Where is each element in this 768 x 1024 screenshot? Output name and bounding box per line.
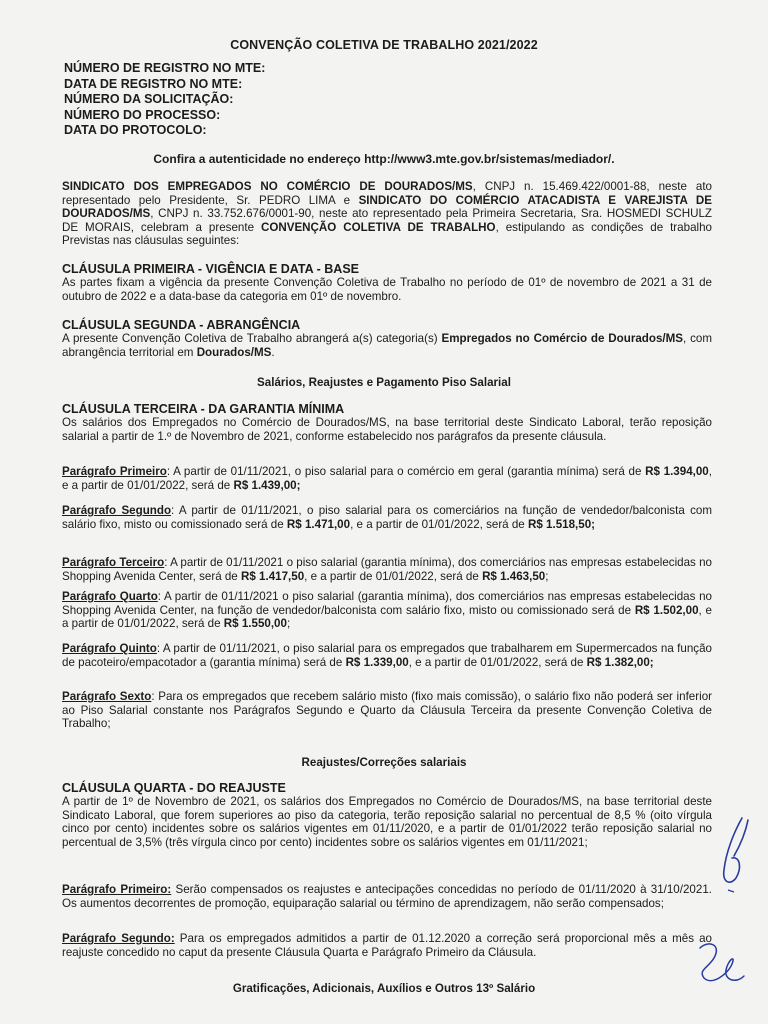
clause-3-paragraph-3 xyxy=(62,556,712,583)
paragraph-label: Parágrafo Primeiro xyxy=(62,465,167,478)
paragraph-text: , e a partir de 01/01/2022, será de xyxy=(350,517,528,531)
authenticity-notice: Confira a autenticidade no endereço http://www3.mte.gov.br/sistemas/mediador/. xyxy=(153,152,615,166)
handwritten-initials-1 xyxy=(712,812,760,902)
clause-3-paragraph-5 xyxy=(62,642,712,669)
intro-paragraph xyxy=(62,180,712,248)
document-title: CONVENÇÃO COLETIVA DE TRABALHO 2021/2022 xyxy=(230,38,538,52)
salary-value: R$ 1.417,50 xyxy=(240,569,305,583)
clause-2-heading: CLÁUSULA SEGUNDA - ABRANGÊNCIA xyxy=(62,318,301,332)
paragraph-label: Parágrafo Segundo: xyxy=(62,932,175,945)
intro-text-2: , CNPJ n. 33.752.676/0001-90, neste ato representado pela Primeira Secretaria, Sra. HOSMEDI SCHULZ DE MORAIS, celebram a presente xyxy=(62,207,712,234)
process-number-label: NÚMERO DO PROCESSO: xyxy=(64,107,221,122)
paragraph-text: ; xyxy=(286,617,291,631)
salary-value: R$ 1.518,50; xyxy=(527,517,596,531)
salary-value: R$ 1.502,00 xyxy=(634,603,699,617)
clause-1-text: As partes fixam a vigência da presente Convenção Coletiva de Trabalho no período de 01º de novembro de 2021 a 31 de outubro de 2022 e a data-base da categoria em 01º de novembro. xyxy=(62,276,712,303)
paragraph-label: Parágrafo Quinto xyxy=(62,642,157,655)
clause-1 xyxy=(62,262,712,303)
clause-2-text-a: A presente Convenção Coletiva de Trabalho abrangerá a(s) categoria(s) xyxy=(62,332,442,345)
protocol-date-label: DATA DO PROTOCOLO: xyxy=(64,123,207,137)
convention-name: CONVENÇÃO COLETIVA DE TRABALHO xyxy=(260,220,496,234)
section-title-adjustments: Reajustes/Correções salariais xyxy=(301,756,467,769)
clause-2-territory: Dourados/MS xyxy=(196,345,272,359)
paragraph-label: Parágrafo Sexto xyxy=(62,690,152,703)
clause-2-category: Empregados no Comércio de Dourados/MS xyxy=(441,332,684,345)
registry-date-label: DATA DE REGISTRO NO MTE: xyxy=(64,76,243,91)
paragraph-text: Para os empregados admitidos a partir de 01.12.2020 a correção será proporcional mês a mês ao reajuste concedido no caput da presente Cláusula Quarta e Parágrafo Primeiro da Cláusula. xyxy=(62,932,712,959)
clause-4-text: A partir de 1º de Novembro de 2021, os salários dos Empregados no Comércio de Dourados/MS, na base territorial deste Sindicato Laboral, que forem superiores ao piso da categoria, terão reposição salarial no percentual de 8,5 % (oito vírgula cinco por cento) incidentes sobre os salários vigentes em 01/11/2020, e a partir de 01/01/2022 terão reposição salarial no percentual de 3,5% (três vírgula cinco por cento) incidentes sobre os salários vigentes em 01/11/2021; xyxy=(62,795,712,849)
paragraph-text: : A partir de 01/11/2021, o piso salarial para o comércio em geral (garantia mínima) será de xyxy=(166,465,646,478)
paragraph-label: Parágrafo Primeiro: xyxy=(62,883,172,896)
clause-3-paragraph-6 xyxy=(62,690,712,731)
paragraph-text: , e a partir de 01/01/2022, será de xyxy=(408,655,587,669)
paragraph-text: : A partir de 01/11/2021 o piso salarial (garantia mínima), dos comerciários nas empresas estabelecidas no Shopping Avenida Center, será de xyxy=(62,556,712,583)
salary-value: R$ 1.463,50 xyxy=(482,569,546,583)
registry-number-label: NÚMERO DE REGISTRO NO MTE: xyxy=(64,61,266,75)
paragraph-text: : Para os empregados que recebem salário misto (fixo mais comissão), o salário fixo não poderá ser inferior ao Piso Salarial constante nos Parágrafos Segundo e Quarto da Cláusula Terceira da presente Convenção Coletiva de Trabalho; xyxy=(62,690,712,731)
registry-block xyxy=(64,61,265,139)
clause-3-paragraph-2 xyxy=(62,504,712,531)
clause-2 xyxy=(62,318,712,359)
salary-value: R$ 1.439,00; xyxy=(233,478,301,492)
salary-value: R$ 1.339,00 xyxy=(345,655,409,669)
clause-3-paragraph-4 xyxy=(62,590,712,631)
clause-4-paragraph-2 xyxy=(62,932,712,959)
clause-1-heading: CLÁUSULA PRIMEIRA - VIGÊNCIA E DATA - BASE xyxy=(62,262,359,276)
paragraph-text: : A partir de 01/11/2021 o piso salarial (garantia mínima), dos comerciários nas empresas estabelecidas no Shopping Avenida Center, na função de vendedor/balconista com salário fixo, misto ou comissionado será de xyxy=(62,590,712,617)
clause-2-text xyxy=(62,332,712,359)
section-title-bonuses: Gratificações, Adicionais, Auxílios e Outros 13º Salário xyxy=(232,982,536,995)
paragraph-text: : A partir de 01/11/2021, o piso salarial para os comerciários na função de vendedor/balconista com salário fixo, misto ou comissionado será de xyxy=(62,504,712,531)
clause-4-heading: CLÁUSULA QUARTA - DO REAJUSTE xyxy=(62,781,286,795)
paragraph-text: : A partir de 01/11/2021, o piso salarial para os empregados que trabalharem em Supermercados na função de pacoteiro/empacotador a (garantia mínima) será de xyxy=(62,642,712,669)
clause-3-paragraph-1 xyxy=(62,465,712,492)
union-name-2: SINDICATO DO COMÉRCIO ATACADISTA E VAREJISTA DE DOURADOS/MS xyxy=(62,193,712,221)
clause-3-heading: CLÁUSULA TERCEIRA - DA GARANTIA MÍNIMA xyxy=(62,402,345,416)
clause-4-paragraph-1 xyxy=(62,883,712,910)
paragraph-text: , e a partir de 01/01/2022, será de xyxy=(62,603,712,631)
clause-3 xyxy=(62,402,712,443)
paragraph-label: Parágrafo Segundo xyxy=(62,504,172,517)
paragraph-label: Parágrafo Terceiro xyxy=(62,556,165,569)
clause-3-text: Os salários dos Empregados no Comércio de Dourados/MS, na base territorial deste Sindicato Laboral, terão reposição salarial a partir de 1.º de Novembro de 2021, conforme estabelecido nos parágrafos da presente cláusula. xyxy=(62,416,712,443)
paragraph-label: Parágrafo Quarto xyxy=(62,590,158,603)
intro-text-3: , estipulando as condições de trabalho Previstas nas cláusulas seguintes: xyxy=(62,220,712,248)
clause-4 xyxy=(62,781,712,849)
paragraph-text: Serão compensados os reajustes e antecipações concedidas no período de 01/11/2020 à 31/10/2021. Os aumentos decorrentes de promoção, equiparação salarial ou término de aprendizagem, não serão compensados; xyxy=(62,883,712,910)
paragraph-text: , e a partir de 01/01/2022, será de xyxy=(304,569,483,583)
request-number-label: NÚMERO DA SOLICITAÇÃO: xyxy=(64,92,234,106)
salary-value: R$ 1.382,00; xyxy=(586,655,654,669)
intro-text-1: , CNPJ n. 15.469.422/0001-88, neste ato representado pelo Presidente, Sr. PEDRO LIMA e xyxy=(62,180,712,207)
paragraph-text: , e a partir de 01/01/2022, será de xyxy=(62,465,712,492)
salary-value: R$ 1.394,00 xyxy=(645,465,709,478)
paragraph-text: ; xyxy=(545,569,549,583)
clause-2-text-c: . xyxy=(271,345,275,359)
section-title-salaries: Salários, Reajustes e Pagamento Piso Salarial xyxy=(257,376,511,389)
salary-value: R$ 1.471,00 xyxy=(286,517,351,531)
clause-2-text-b: , com abrangência territorial em xyxy=(62,332,712,359)
salary-value: R$ 1.550,00 xyxy=(223,617,287,631)
handwritten-initials-2 xyxy=(692,930,752,990)
union-name-1: SINDICATO DOS EMPREGADOS NO COMÉRCIO DE DOURADOS/MS xyxy=(62,180,473,193)
